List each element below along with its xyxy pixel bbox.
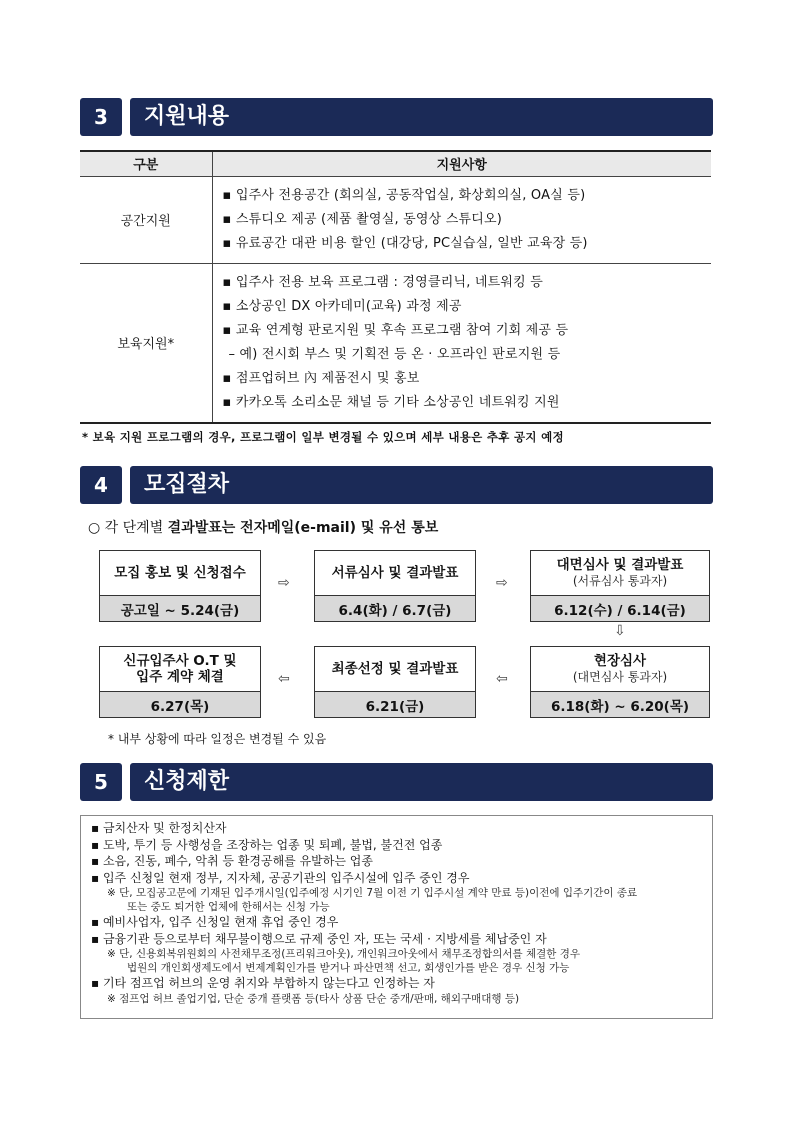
section-4-title-box	[130, 466, 713, 504]
step-1-top	[100, 551, 260, 596]
step-5-date: 6.21(금)	[315, 692, 475, 717]
arrow-left-icon: ⇦	[496, 671, 508, 687]
detail-item: ▪ 교육 연계형 판로지원 및 후속 프로그램 참여 기회 제공 등	[222, 322, 569, 338]
step-4-title: 현장심사	[593, 652, 647, 669]
step-3-sub: (서류심사 통과자)	[572, 573, 668, 588]
step-1-title: 모집 홍보 및 신청접수	[114, 565, 246, 581]
step-3-title: 대면심사 및 결과발표	[556, 556, 684, 573]
support-table-header-row	[80, 151, 711, 176]
detail-item: ▪ 점프업허브 內 제품전시 및 홍보	[222, 370, 420, 386]
section-3-title: 지원내용	[144, 104, 230, 129]
detail-item: ▪ 입주사 전용공간 (회의실, 공동작업실, 화상회의실, OA실 등)	[222, 187, 586, 203]
section-3-header	[80, 98, 713, 136]
step-1-box	[99, 550, 261, 622]
restriction-note: 법원의 개인회생제도에서 변제계획인가를 받거나 파산면책 선고, 회생인가를 받은 경우 신청 가능	[127, 962, 570, 974]
support-row-space	[80, 176, 711, 263]
restriction-note: ※ 점프업 허브 졸업기업, 단순 중개 플랫폼 등(타사 상품 단순 중개/판매, 해외구매대행 등)	[107, 992, 520, 1005]
restriction-item: ▪ 소음, 진동, 폐수, 악취 등 환경공해를 유발하는 업종	[91, 854, 373, 868]
step-2-title: 서류심사 및 결과발표	[331, 565, 459, 581]
schedule-note: * 내부 상황에 따라 일정은 변경될 수 있음	[108, 732, 327, 746]
details-incubation	[212, 263, 711, 423]
step-3-date: 6.12(수) / 6.14(금)	[531, 596, 709, 621]
section-3-number: 3	[80, 98, 122, 136]
step-4-top	[531, 647, 709, 692]
arrow-right-icon: ⇨	[496, 575, 508, 591]
step-2-box	[314, 550, 476, 622]
step-3-top	[531, 551, 709, 596]
section-4-number: 4	[80, 466, 122, 504]
arrow-left-icon: ⇦	[278, 671, 290, 687]
restriction-item: ▪ 기타 점프업 허브의 운영 취지와 부합하지 않는다고 인정하는 자	[91, 976, 435, 990]
arrow-right-icon: ⇨	[278, 575, 290, 591]
restriction-note: ※ 단, 모집공고문에 기재된 입주개시일(입주예정 시기인 7월 이전 기 입주시설 계약 만료 등)이전에 입주기간이 종료	[107, 887, 638, 899]
step-6-title: 신규입주사 O.T 및 입주 계약 체결	[123, 653, 237, 685]
restriction-item: ▪ 금치산자 및 한정치산자	[91, 821, 227, 835]
detail-item: ▪ 스튜디오 제공 (제품 촬영실, 동영상 스튜디오)	[222, 211, 503, 227]
section-5-header	[80, 763, 713, 801]
restriction-item: ▪ 도박, 투기 등 사행성을 조장하는 업종 및 퇴폐, 불법, 불건전 업종	[91, 837, 443, 852]
step-5-box	[314, 646, 476, 718]
category-space: 공간지원	[80, 176, 212, 263]
step-5-top	[315, 647, 475, 692]
detail-item: ▪ 유료공간 대관 비용 할인 (대강당, PC실습실, 일반 교육장 등)	[222, 235, 588, 251]
restrictions-box	[80, 815, 713, 1019]
notification-note	[88, 517, 438, 537]
detail-item-example: – 예) 전시회 부스 및 기획전 등 온 · 오프라인 판로지원 등	[228, 346, 561, 362]
step-5-title: 최종선정 및 결과발표	[331, 661, 459, 677]
details-space	[212, 176, 711, 263]
step-2-date: 6.4(화) / 6.7(금)	[315, 596, 475, 621]
restriction-item: ▪ 입주 신청일 현재 정부, 지자체, 공공기관의 입주시설에 입주 중인 경우	[91, 870, 470, 885]
section-5-title: 신청제한	[144, 769, 230, 794]
section-3-title-box	[130, 98, 713, 136]
section-4-header	[80, 466, 713, 504]
section-5-title-box	[130, 763, 713, 801]
step-6-date: 6.27(목)	[100, 692, 260, 717]
restriction-item: ▪ 예비사업자, 입주 신청일 현재 휴업 중인 경우	[91, 915, 339, 929]
step-4-date: 6.18(화) ~ 6.20(목)	[531, 692, 709, 717]
restriction-note: 또는 중도 퇴거한 업체에 한해서는 신청 가능	[127, 901, 330, 913]
step-6-box	[99, 646, 261, 718]
notification-prefix: ○ 각 단계별	[88, 520, 168, 536]
category-incubation: 보육지원*	[80, 263, 212, 423]
support-footnote: * 보육 지원 프로그램의 경우, 프로그램이 일부 변경될 수 있으며 세부 내용은 추후 공지 예정	[82, 430, 564, 444]
section-4-title: 모집절차	[144, 472, 230, 497]
section-5-number: 5	[80, 763, 122, 801]
support-row-incubation	[80, 263, 711, 423]
step-4-box	[530, 646, 710, 718]
step-3-box	[530, 550, 710, 622]
detail-item: ▪ 입주사 전용 보육 프로그램 : 경영클리닉, 네트워킹 등	[222, 274, 543, 290]
detail-item: ▪ 카카오톡 소리소문 채널 등 기타 소상공인 네트워킹 지원	[222, 394, 560, 410]
header-details: 지원사항	[212, 151, 711, 176]
restriction-item: ▪ 금융기관 등으로부터 채무불이행으로 규제 중인 자, 또는 국세 · 지방세를 체납중인 자	[91, 931, 547, 946]
step-4-sub: (대면심사 통과자)	[572, 669, 668, 684]
notification-bold: 결과발표는 전자메일(e-mail) 및 유선 통보	[167, 520, 439, 536]
step-2-top	[315, 551, 475, 596]
step-6-top	[100, 647, 260, 692]
detail-item: ▪ 소상공인 DX 아카데미(교육) 과정 제공	[222, 298, 462, 314]
support-table	[80, 150, 711, 424]
header-category: 구분	[80, 151, 212, 176]
step-1-date: 공고일 ~ 5.24(금)	[100, 596, 260, 621]
arrow-down-icon: ⇩	[614, 623, 626, 639]
restriction-note: ※ 단, 신용회복위원회의 사전채무조정(프리워크아웃), 개인워크아웃에서 채무조정합의서를 체결한 경우	[107, 948, 581, 960]
